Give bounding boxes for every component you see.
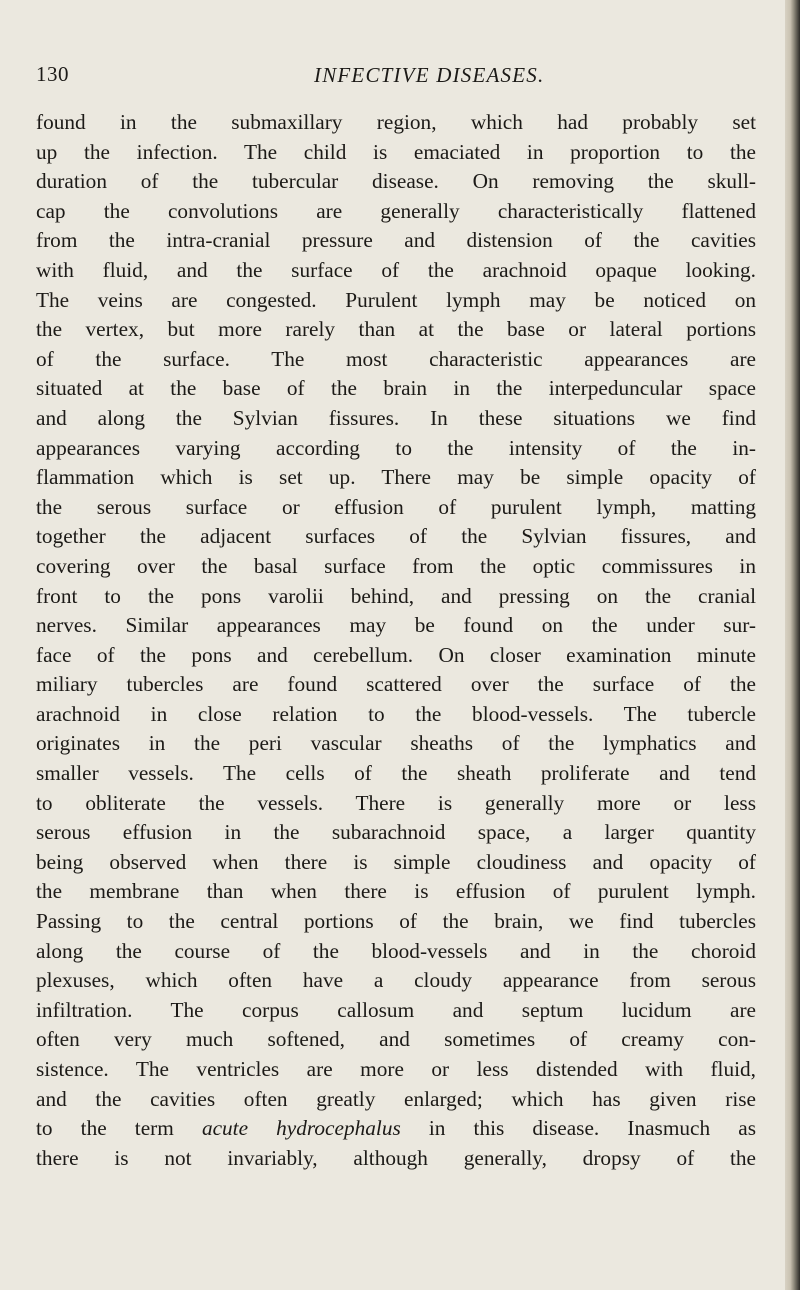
text-line: flammation which is set up. There may be simple opacity of — [36, 465, 756, 490]
running-head: INFECTIVE DISEASES. — [314, 63, 545, 87]
text-line: with fluid, and the surface of the arachnoid opaque looking. — [36, 257, 756, 282]
text-segment: to the term — [36, 1116, 202, 1141]
text-line: infiltration. The corpus callosum and septum lucidum are — [36, 997, 756, 1022]
text-line: of the surface. The most characteristic appearances are — [36, 346, 756, 371]
text-line: front to the pons varolii behind, and pressing on the cranial — [36, 583, 756, 608]
text-line: Passing to the central portions of the brain, we find tubercles — [36, 909, 756, 934]
text-line: cap the convolutions are generally characteristically flattened — [36, 198, 756, 223]
text-line: from the intra-cranial pressure and distension of the cavities — [36, 228, 756, 253]
text-line: along the course of the blood-vessels and in the choroid — [36, 938, 756, 963]
text-line: the membrane than when there is effusion of purulent lymph. — [36, 879, 756, 904]
text-line: the vertex, but more rarely than at the base or lateral portions — [36, 317, 756, 342]
text-line: together the adjacent surfaces of the Sylvian fissures, and — [36, 524, 756, 549]
page-edge — [785, 0, 800, 1290]
text-line: and the cavities often greatly enlarged; which has given rise — [36, 1086, 756, 1111]
text-line: the serous surface or effusion of purulent lymph, matting — [36, 494, 756, 519]
text-line: The veins are congested. Purulent lymph may be noticed on — [36, 287, 756, 312]
text-line: to obliterate the vessels. There is generally more or less — [36, 790, 756, 815]
text-line: covering over the basal surface from the optic commissures in — [36, 553, 756, 578]
text-line: situated at the base of the brain in the interpeduncular space — [36, 376, 756, 401]
text-line: serous effusion in the subarachnoid space, a larger quantity — [36, 820, 756, 845]
text-line: nerves. Similar appearances may be found on the under sur- — [36, 613, 756, 638]
text-line: often very much softened, and sometimes of creamy con- — [36, 1027, 756, 1052]
text-line: miliary tubercles are found scattered over the surface of the — [36, 672, 756, 697]
text-line: being observed when there is simple cloudiness and opacity of — [36, 849, 756, 874]
text-line: plexuses, which often have a cloudy appearance from serous — [36, 968, 756, 993]
text-line-with-italic-term — [36, 1114, 756, 1144]
text-line: and along the Sylvian fissures. In these situations we find — [36, 405, 756, 430]
text-line: found in the submaxillary region, which had probably set — [36, 110, 756, 134]
body-text — [36, 108, 756, 1173]
text-line: sistence. The ventricles are more or less distended with fluid, — [36, 1057, 756, 1081]
italic-term: acute hydrocephalus — [201, 1116, 401, 1141]
text-line: originates in the peri vascular sheaths of the lymphatics and — [36, 731, 756, 756]
text-line: face of the pons and cerebellum. On closer examination minute — [36, 642, 756, 667]
text-line: up the infection. The child is emaciated in proportion to the — [36, 139, 756, 164]
text-line: appearances varying according to the intensity of the in- — [36, 435, 756, 460]
text-line: there is not invariably, although generally, dropsy of the — [36, 1145, 756, 1170]
text-line: duration of the tubercular disease. On removing the skull- — [36, 169, 756, 194]
text-segment: in this disease. Inasmuch as — [400, 1116, 756, 1141]
page-number: 130 — [36, 62, 69, 86]
text-line: arachnoid in close relation to the blood-vessels. The tubercle — [36, 701, 756, 726]
text-line: smaller vessels. The cells of the sheath proliferate and tend — [36, 761, 756, 786]
